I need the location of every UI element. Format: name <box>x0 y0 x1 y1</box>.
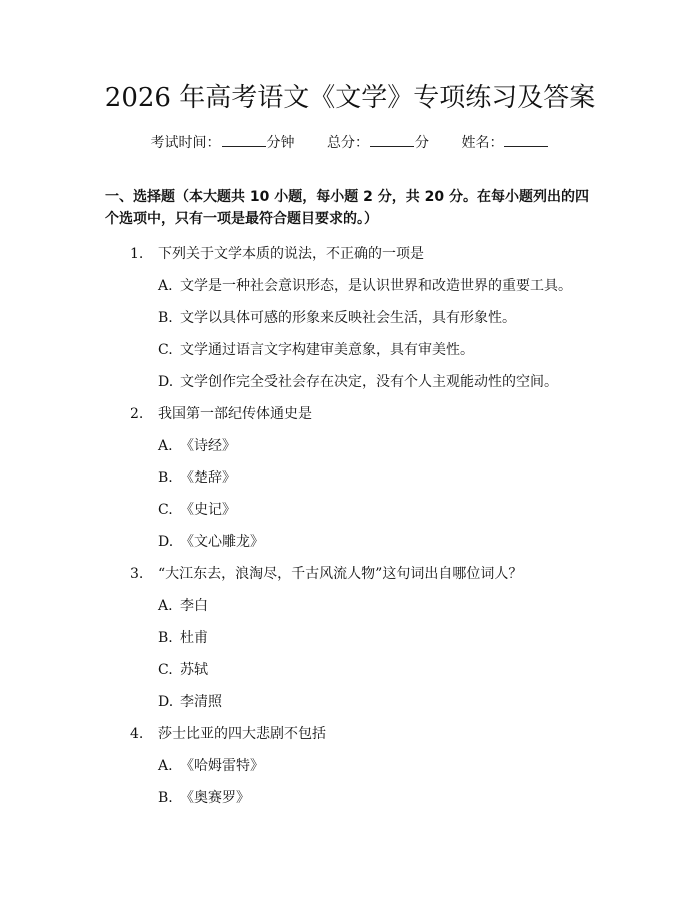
question-3 <box>130 564 522 584</box>
option-item[interactable] <box>158 692 222 712</box>
option-text: 李清照 <box>180 694 222 710</box>
option-item[interactable] <box>158 468 236 488</box>
question-number: 4. <box>130 726 144 742</box>
question-stem: 下列关于文学本质的说法，不正确的一项是 <box>158 246 424 262</box>
exam-time-blank[interactable] <box>222 132 266 147</box>
student-name-blank[interactable] <box>504 132 548 147</box>
option-letter: C. <box>158 342 173 358</box>
option-item[interactable] <box>158 532 264 552</box>
option-text: 李白 <box>180 598 208 614</box>
option-text: 文学以具体可感的形象来反映社会生活，具有形象性。 <box>180 310 516 326</box>
option-text: 文学通过语言文字构建审美意象，具有审美性。 <box>180 342 474 358</box>
question-1 <box>130 244 424 264</box>
total-score-label: 总分： <box>327 135 369 151</box>
exam-meta <box>0 132 700 153</box>
page-title: 2026 年高考语文《文学》专项练习及答案 <box>104 83 596 113</box>
total-score-unit: 分 <box>415 135 429 151</box>
option-text: 文学创作完全受社会存在决定，没有个人主观能动性的空间。 <box>180 374 558 390</box>
option-text: 杜甫 <box>180 630 208 646</box>
total-score-field <box>327 132 429 153</box>
exam-time-field <box>151 132 295 153</box>
option-letter: B. <box>158 790 173 806</box>
question-2 <box>130 404 312 424</box>
exam-time-unit: 分钟 <box>266 135 295 151</box>
option-letter: B. <box>158 630 173 646</box>
question-stem: 我国第一部纪传体通史是 <box>158 406 312 422</box>
option-item[interactable] <box>158 756 264 776</box>
total-score-blank[interactable] <box>370 132 414 147</box>
question-number: 2. <box>130 406 144 422</box>
question-4 <box>130 724 326 744</box>
option-item[interactable] <box>158 660 208 680</box>
option-letter: B. <box>158 310 173 326</box>
option-item[interactable] <box>158 436 236 456</box>
option-item[interactable] <box>158 500 236 520</box>
option-text: 文学是一种社会意识形态，是认识世界和改造世界的重要工具。 <box>180 278 572 294</box>
option-item[interactable] <box>158 340 474 360</box>
option-letter: A. <box>158 278 173 294</box>
option-letter: C. <box>158 662 173 678</box>
option-text: 苏轼 <box>180 662 208 678</box>
option-item[interactable] <box>158 372 558 392</box>
option-letter: A. <box>158 758 173 774</box>
option-text: 《史记》 <box>180 502 236 518</box>
option-text: 《诗经》 <box>180 438 236 454</box>
student-name-label: 姓名： <box>461 135 504 151</box>
option-item[interactable] <box>158 628 208 648</box>
option-letter: A. <box>158 438 173 454</box>
student-name-field <box>461 132 549 153</box>
question-number: 3. <box>130 566 144 582</box>
option-letter: A. <box>158 598 173 614</box>
option-item[interactable] <box>158 788 250 808</box>
option-text: 《奥赛罗》 <box>180 790 250 806</box>
option-text: 《楚辞》 <box>180 470 236 486</box>
section-heading: 一、选择题（本大题共 10 小题，每小题 2 分，共 20 分。在每小题列出的四个选项中，只有一项是最符合题目要求的。） <box>105 189 589 227</box>
exam-time-label: 考试时间： <box>150 135 221 151</box>
option-item[interactable] <box>158 276 572 296</box>
question-number: 1. <box>130 246 144 262</box>
option-letter: C. <box>158 502 173 518</box>
option-text: 《文心雕龙》 <box>180 534 264 550</box>
option-item[interactable] <box>158 308 516 328</box>
option-text: 《哈姆雷特》 <box>180 758 264 774</box>
question-stem: “大江东去，浪淘尽，千古风流人物”这句词出自哪位词人？ <box>158 566 523 582</box>
question-stem: 莎士比亚的四大悲剧不包括 <box>158 726 326 742</box>
option-letter: D. <box>158 694 174 710</box>
option-item[interactable] <box>158 596 208 616</box>
option-letter: B. <box>158 470 173 486</box>
option-letter: D. <box>158 374 174 390</box>
option-letter: D. <box>158 534 174 550</box>
